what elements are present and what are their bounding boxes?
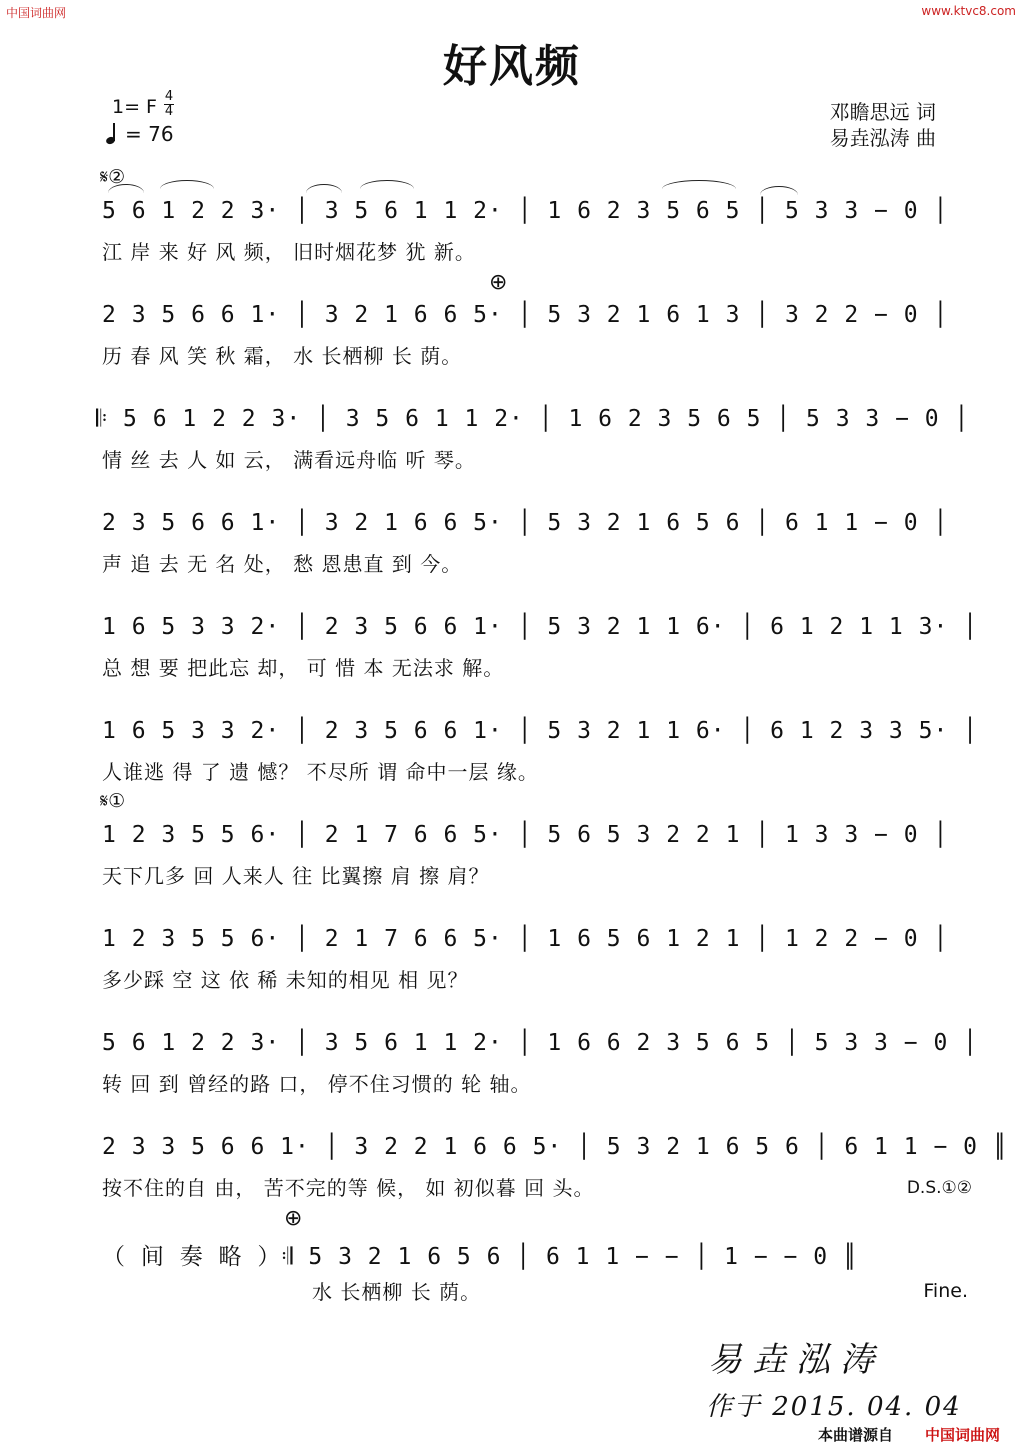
composer-credit: 易垚泓涛 曲	[829, 126, 936, 150]
notation-row-4: 2 3 5 6 6 1· │ 3 2 1 6 6 5· │ 5 3 2 1 6 5 6 │ 6 1 1 − 0 │	[102, 510, 949, 536]
slur-arc	[662, 180, 736, 189]
lyric-row-10: 按不住的自 由， 苦不完的等 候， 如 初似暮 回 头。	[102, 1176, 595, 1200]
lyric-row-7: 天下几多 回 人来人 往 比翼擦 肩 擦 肩？	[102, 864, 490, 888]
coda-mark: ⊕	[489, 270, 508, 295]
tempo-marking	[106, 122, 174, 146]
dal-segno-instruction: D.S.①②	[906, 1178, 972, 1198]
notation-row-10: 2 3 3 5 6 6 1· │ 3 2 2 1 6 6 5· │ 5 3 2 1 6 5 6 │ 6 1 1 − 0 ║	[102, 1134, 1008, 1160]
footer-site-link[interactable]: 中国词曲网	[925, 1426, 1001, 1444]
lyric-row-2: 历 春 风 笑 秋 霜， 水 长栖柳 长 荫。	[102, 344, 463, 368]
lyricist-credit: 邓瞻思远 词	[829, 100, 936, 124]
time-signature	[164, 90, 174, 119]
slur-arc	[160, 180, 214, 189]
lyric-row-5: 总 想 要 把此忘 却， 可 惜 本 无法求 解。	[102, 656, 505, 680]
time-signature-top: 4	[164, 89, 174, 104]
site-url[interactable]: www.ktvc8.com	[921, 4, 1016, 18]
notation-row-7: 1 2 3 5 5 6· │ 2 1 7 6 6 5· │ 5 6 5 3 2 2 1 │ 1 3 3 − 0 │	[102, 822, 949, 848]
notation-row-1: 5 6 1 2 2 3· │ 3 5 6 1 1 2· │ 1 6 2 3 5 6 5 │ 5 3 3 − 0 │	[102, 198, 949, 224]
signature-name: 易垚泓涛	[708, 1340, 884, 1380]
lyric-row-11: 水 长栖柳 长 荫。	[312, 1280, 482, 1304]
footer-source-label: 本曲谱源自	[818, 1426, 894, 1444]
notation-row-2: 2 3 5 6 6 1· │ 3 2 1 6 6 5· │ 5 3 2 1 6 1 3 │ 3 2 2 − 0 │	[102, 302, 949, 328]
slur-arc	[306, 184, 342, 193]
slur-arc	[360, 180, 414, 189]
segno-mark-1: 𝄋①	[100, 790, 126, 812]
tempo-value: = 76	[125, 122, 174, 146]
lyric-row-9: 转 回 到 曾经的路 口， 停不住习惯的 轮 轴。	[102, 1072, 532, 1096]
key-signature: 1= F	[112, 96, 157, 118]
time-signature-bottom: 4	[164, 104, 174, 119]
slur-arc	[108, 184, 144, 193]
notation-row-8: 1 2 3 5 5 6· │ 2 1 7 6 6 5· │ 1 6 5 6 1 2 1 │ 1 2 2 − 0 │	[102, 926, 949, 952]
lyric-row-4: 声 追 去 无 名 处， 愁 恩患直 到 今。	[102, 552, 463, 576]
song-title: 好风频	[443, 41, 581, 92]
notation-row-9: 5 6 1 2 2 3· │ 3 5 6 1 1 2· │ 1 6 6 2 3 5 6 5 │ 5 3 3 − 0 │	[102, 1030, 978, 1056]
quarter-note-icon	[105, 136, 116, 146]
notation-row-3: 𝄆 5 6 1 2 2 3· │ 3 5 6 1 1 2· │ 1 6 2 3 5 6 5 │ 5 3 3 − 0 │	[96, 406, 970, 432]
fine-marking: Fine.	[923, 1280, 968, 1302]
notation-row-6: 1 6 5 3 3 2· │ 2 3 5 6 6 1· │ 5 3 2 1 1 6· │ 6 1 2 3 3 5· │	[102, 718, 978, 744]
lyric-row-3: 情 丝 去 人 如 云， 满看远舟临 听 琴。	[102, 448, 476, 472]
lyric-row-8: 多少踩 空 这 依 稀 未知的相见 相 见？	[102, 968, 469, 992]
notation-row-11: （ 间 奏 略 ）𝄇 5 3 2 1 6 5 6 │ 6 1 1 − − │ 1 − − 0 ║	[102, 1244, 858, 1270]
lyric-row-1: 江 岸 来 好 风 频， 旧时烟花梦 犹 新。	[102, 240, 476, 264]
lyric-row-6: 人谁逃 得 了 遗 憾？ 不尽所 谓 命中一层 缘。	[102, 760, 539, 784]
site-logo-left[interactable]: 中国词曲网	[6, 6, 67, 20]
slur-arc	[760, 186, 798, 195]
signature-date: 作于 2015. 04. 04	[706, 1392, 962, 1422]
notation-row-5: 1 6 5 3 3 2· │ 2 3 5 6 6 1· │ 5 3 2 1 1 6· │ 6 1 2 1 1 3· │	[102, 614, 978, 640]
segno-mark-2: 𝄋②	[100, 166, 126, 188]
coda-mark-2: ⊕	[284, 1206, 303, 1231]
